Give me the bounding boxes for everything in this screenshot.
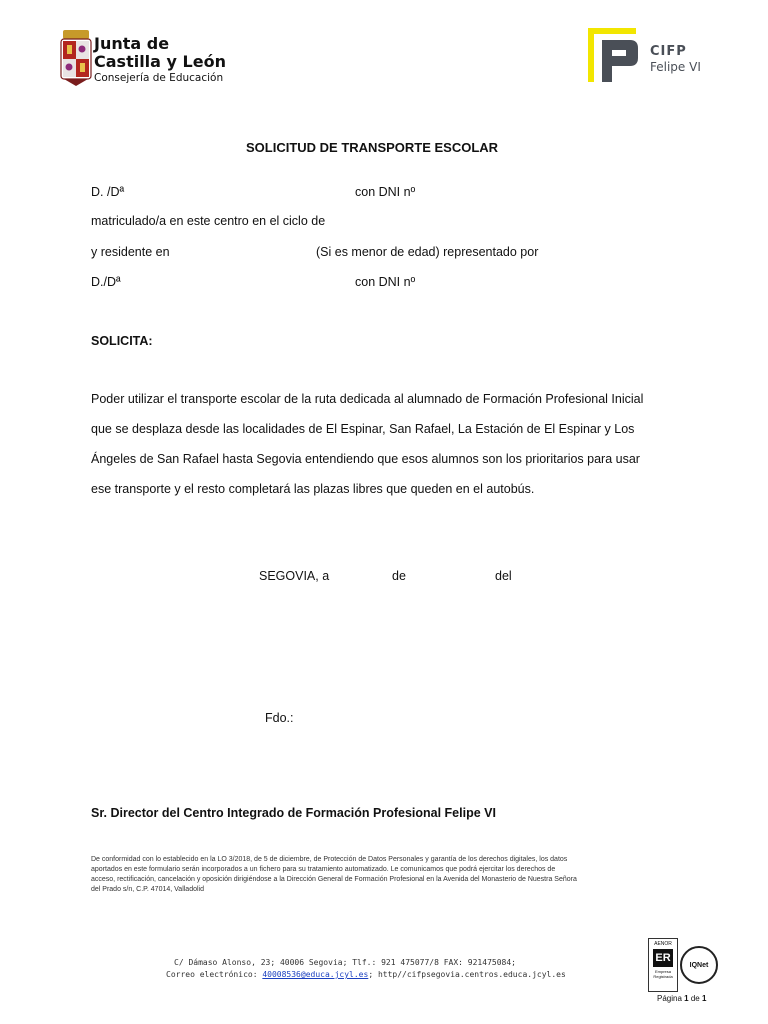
- date-de: de: [392, 569, 406, 583]
- cycle-label: matriculado/a en este centro en el ciclo de: [91, 214, 326, 228]
- footer-address: C/ Dámaso Alonso, 23; 40006 Segovia; Tlf.: 921 475077/8 FAX: 921475084;: [174, 958, 516, 967]
- page-number: [657, 994, 706, 1003]
- cifp-line2: Felipe VI: [650, 60, 701, 74]
- body-line: Ángeles de San Rafael hasta Segovia entendiendo que esos alumnos son los prioritarios para usar: [91, 452, 640, 466]
- coat-of-arms-icon: [60, 30, 92, 86]
- recipient: Sr. Director del Centro Integrado de Formación Profesional Felipe VI: [91, 806, 496, 820]
- page-of: de: [690, 994, 700, 1003]
- dni-label-1: con DNI nº: [355, 185, 416, 199]
- legal-line: del Prado s/n, C.P. 47014, Valladolid: [91, 886, 204, 893]
- jcyl-logo: [60, 30, 240, 90]
- er-mark-icon: ER: [653, 949, 673, 967]
- cifp-logo: [582, 24, 712, 88]
- date-place: SEGOVIA, a: [259, 569, 330, 583]
- legal-line: De conformidad con lo establecido en la LO 3/2018, de 5 de diciembre, de Protección de Datos Personales y garantía de los derechos digitales, los datos: [91, 856, 568, 863]
- minor-label: (Si es menor de edad) representado por: [316, 245, 539, 259]
- body-line: ese transporte y el resto completará las plazas libres que queden en el autobús.: [91, 482, 535, 496]
- website-link[interactable]: ; http//cifpsegovia.centros.educa.jcyl.es: [368, 970, 566, 979]
- cifp-logo-mark-icon: [582, 24, 642, 86]
- legal-line: aportados en este formulario serán incorporados a un fichero para su tratamiento automatizado. Le comunicamos que podrá ejercitar los derechos de: [91, 866, 556, 873]
- jcyl-name-line2: Castilla y León: [94, 52, 226, 71]
- solicita-heading: SOLICITA:: [91, 334, 153, 348]
- legal-line: acceso, rectificación, cancelación y oposición dirigiéndose a la Dirección General de Formación Profesional en la Avenida del Monasterio de Nuestra Señora: [91, 876, 577, 883]
- email-link[interactable]: 40008536@educa.jcyl.es: [262, 970, 369, 979]
- page-total: 1: [701, 994, 707, 1003]
- signature-label: Fdo.:: [265, 711, 294, 725]
- jcyl-dept: Consejería de Educación: [94, 72, 224, 84]
- name-label: D. /Dª: [91, 185, 125, 199]
- body-line: Poder utilizar el transporte escolar de la ruta dedicada al alumnado de Formación Profesional Inicial: [91, 392, 644, 406]
- aenor-badge: [648, 938, 678, 992]
- aenor-label: AENOR: [654, 941, 672, 947]
- email-label: Correo electrónico:: [166, 970, 258, 979]
- page-prefix: Página: [657, 994, 682, 1003]
- page-current: 1: [684, 994, 689, 1003]
- date-del: del: [495, 569, 512, 583]
- cifp-line1: CIFP: [650, 44, 687, 59]
- document-title: SOLICITUD DE TRANSPORTE ESCOLAR: [246, 140, 499, 155]
- body-line: que se desplaza desde las localidades de El Espinar, San Rafael, La Estación de El Espinar y Los: [91, 422, 635, 436]
- footer-contact: [166, 970, 566, 979]
- dni-label-2: con DNI nº: [355, 275, 416, 289]
- resident-label: y residente en: [91, 245, 170, 259]
- iqnet-badge: [680, 946, 718, 984]
- iqnet-label: IQNet: [689, 961, 709, 969]
- jcyl-name-line1: Junta de: [94, 34, 170, 53]
- empresa-registrada: Empresa Registrada: [653, 969, 673, 979]
- legal-notice: [91, 855, 691, 895]
- rep-name-label: D./Dª: [91, 275, 121, 289]
